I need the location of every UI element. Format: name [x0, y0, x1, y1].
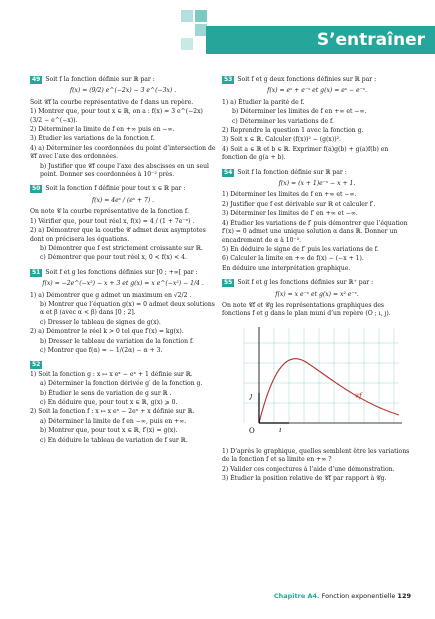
function-graph — [234, 323, 404, 443]
question: 2) Soit la fonction f : x ↦ x eˣ − 2eˣ + x définie sur ℝ. — [30, 408, 195, 416]
question: 2) Déterminer la limite de f en +∞ puis en −∞. — [30, 126, 175, 134]
question: 2) Valider ces conjectures à l’aide d’une démonstration. — [222, 465, 395, 473]
question: 2) Reprendre la question 1 avec la fonction g. — [222, 127, 364, 135]
question: c) En déduire le tableau de variation de f sur ℝ. — [40, 436, 188, 444]
left-column — [30, 76, 216, 451]
question: 3) Étudier la position relative de 𝒞f par rapport à 𝒞g. — [222, 474, 387, 482]
exercise-49 — [30, 76, 216, 179]
question: 3) Étudier les variations de la fonction f. — [30, 135, 155, 143]
question: 2) a) Démontrer que la courbe 𝒞 admet deux asymptotes dont on précisera les équations. — [30, 227, 206, 243]
exercise-number: 50 — [32, 185, 41, 193]
question: 2) Justifier que f est dérivable sur ℝ et calculer f′. — [222, 200, 376, 208]
question: b) Montrer que l’équation g(x) = 0 admet deux solutions α et β (avec α < β) dans [0 ; 2]. — [40, 300, 215, 317]
question: 1) Déterminer les limites de f en +∞ et −∞. — [222, 191, 357, 199]
chapter-label: Chapitre A4. — [273, 592, 320, 600]
exercise-51 — [30, 269, 216, 356]
question: c) Déterminer les variations de f. — [232, 117, 334, 125]
question: 3) Déterminer les limites de f′ en +∞ et −∞. — [222, 210, 358, 218]
question: a) Déterminer la limite de f en −∞, puis en +∞. — [40, 417, 187, 425]
question: 5) En déduire le signe de f′ puis les variations de f. — [222, 245, 379, 253]
question: 1) Vérifier que, pour tout réel x, f(x) = 4 / (1 + 7e⁻ˣ) . — [30, 217, 195, 225]
question: 2) a) Démontrer le réel k > 0 tel que f′(x) = kg(x). — [30, 328, 184, 336]
question: c) Dresser le tableau de signes de g(x). — [40, 318, 161, 326]
question: b) Justifier que 𝒞f coupe l’axe des abscisses en un seul point. Donner ses coordonnées à 10⁻² près. — [40, 162, 209, 179]
j-vector-label: ȷ — [250, 391, 253, 400]
curve-cf — [259, 358, 399, 422]
question: c) Démontrer que pour tout réel x, 0 < f(x) < 4. — [40, 254, 187, 262]
question: 4) Étudier les variations de f′ puis démontrer que l’équation f′(x) = 0 admet une unique solution α dans ℝ. Donner un encadrement de α à 10⁻². — [222, 219, 408, 244]
exercise-number: 49 — [32, 76, 41, 83]
question: b) Démontrer que f est strictement croissante sur ℝ. — [40, 244, 203, 252]
question: 1) D’après le graphique, quelles semblent être les variations de la fonction f et sa limite en +∞ ? — [222, 447, 410, 464]
page-title: S’entraîner — [316, 30, 425, 50]
formula: f(x) = (9/2) e^(−2x) − 3 e^(−3x) . — [69, 87, 177, 95]
exercise-intro: Soit f et g les fonctions définies sur ℝ⁺ par : — [237, 279, 374, 287]
question: c) Montrer que f(α) = − 1/(2α) − α + 3. — [40, 346, 163, 354]
exercise-53 — [222, 76, 412, 163]
question: 3) Soit x ∈ ℝ. Calculer (f(x))² − (g(x))². — [222, 136, 341, 144]
question: c) En déduire que, pour tout x ∈ ℝ, g(x) ⩾ 0. — [40, 399, 178, 406]
question: a) Déterminer la fonction dérivée g′ de la fonction g. — [40, 380, 203, 388]
question: 1) a) Démontrer que g admet un maximum en √2/2 . — [30, 291, 192, 299]
exercise-number: 54 — [224, 168, 233, 176]
graph-svg — [234, 323, 404, 443]
i-vector-label: ı — [279, 425, 282, 434]
formula: f(x) = x e⁻ˣ et g(x) = x² e⁻ˣ. — [275, 290, 359, 298]
chapter-title: Fonction exponentielle — [321, 592, 396, 600]
question: 1) a) Étudier la parité de f. — [222, 98, 305, 106]
question: b) Déterminer les limites de f en +∞ et −∞. — [232, 108, 367, 116]
page-header — [0, 0, 435, 58]
decor-square — [195, 10, 207, 22]
formula: f(x) = eˣ + e⁻ˣ et g(x) = eˣ − e⁻ˣ. — [267, 87, 367, 95]
exercise-number: 52 — [32, 361, 41, 369]
exercise-55 — [222, 279, 412, 483]
question: b) Dresser le tableau de variation de la fonction f. — [40, 337, 194, 345]
formula: f(x) = (x + 1)e⁻ˣ − x + 1. — [278, 180, 356, 188]
page-number: 129 — [397, 592, 411, 600]
right-column — [222, 76, 412, 489]
exercise-54 — [222, 169, 412, 273]
exercise-number: 55 — [224, 279, 233, 287]
exercise-intro: Soit f et g les fonctions définies sur [0 ; +∞[ par : — [45, 268, 198, 276]
question: 1) Soit la fonction g : x ↦ x eˣ − eˣ + 1 définie sur ℝ. — [30, 370, 193, 378]
curve-label: 𝒞f — [354, 391, 362, 400]
question: 1) Montrer que, pour tout x ∈ ℝ, on a : f(x) = 3 e^(−2x) (3/2 − e^(−x)). — [30, 108, 203, 124]
question: On note 𝒞 la courbe représentative de la fonction f. — [30, 208, 189, 216]
question: 4) a) Déterminer les coordonnées du point d’intersection de 𝒞f avec l’axe des ordonnées. — [30, 144, 216, 161]
formula: f(x) = 4eˣ / (eˣ + 7) . — [91, 196, 155, 204]
exercise-intro: Soit la fonction f définie pour tout x ∈ ℝ par : — [45, 185, 186, 193]
decor-square — [181, 10, 193, 22]
exercise-text: On note 𝒞f et 𝒞g les représentations graphiques des fonctions f et g dans le plan muni d’un repère (O ; ı, ȷ). — [222, 301, 391, 318]
question: 6) Calculer la limite en +∞ de f(x) − (−x + 1). — [222, 255, 364, 263]
exercise-intro: Soit f la fonction définie sur ℝ par : — [237, 168, 347, 176]
origin-label: O — [249, 426, 255, 435]
question: 4) Soit a ∈ ℝ et b ∈ ℝ. Exprimer f(a)g(b) + g(a)f(b) en fonction de g(a + b). — [222, 145, 389, 162]
exercise-number: 51 — [32, 268, 41, 276]
exercise-50 — [30, 185, 216, 262]
formula: f(x) = −2e^(−x²) − x + 3 et g(x) = x e^(−x²) − 1/4 . — [42, 280, 204, 288]
question: Soit 𝒞f la courbe représentative de f dans un repère. — [30, 98, 194, 106]
exercise-52 — [30, 361, 216, 445]
exercise-number: 53 — [224, 76, 233, 83]
question: b) Étudier le sens de variation de g sur ℝ . — [40, 389, 172, 397]
title-banner — [206, 26, 435, 54]
question: b) Montrer que, pour tout x ∈ ℝ, f′(x) = g(x). — [40, 427, 178, 435]
exercise-intro: Soit f la fonction définie sur ℝ par : — [45, 76, 155, 83]
decor-square — [181, 38, 193, 50]
exercise-intro: Soit f et g deux fonctions définies sur ℝ par : — [237, 76, 377, 83]
page-footer — [274, 592, 411, 600]
question: En déduire une interprétation graphique. — [222, 264, 351, 272]
